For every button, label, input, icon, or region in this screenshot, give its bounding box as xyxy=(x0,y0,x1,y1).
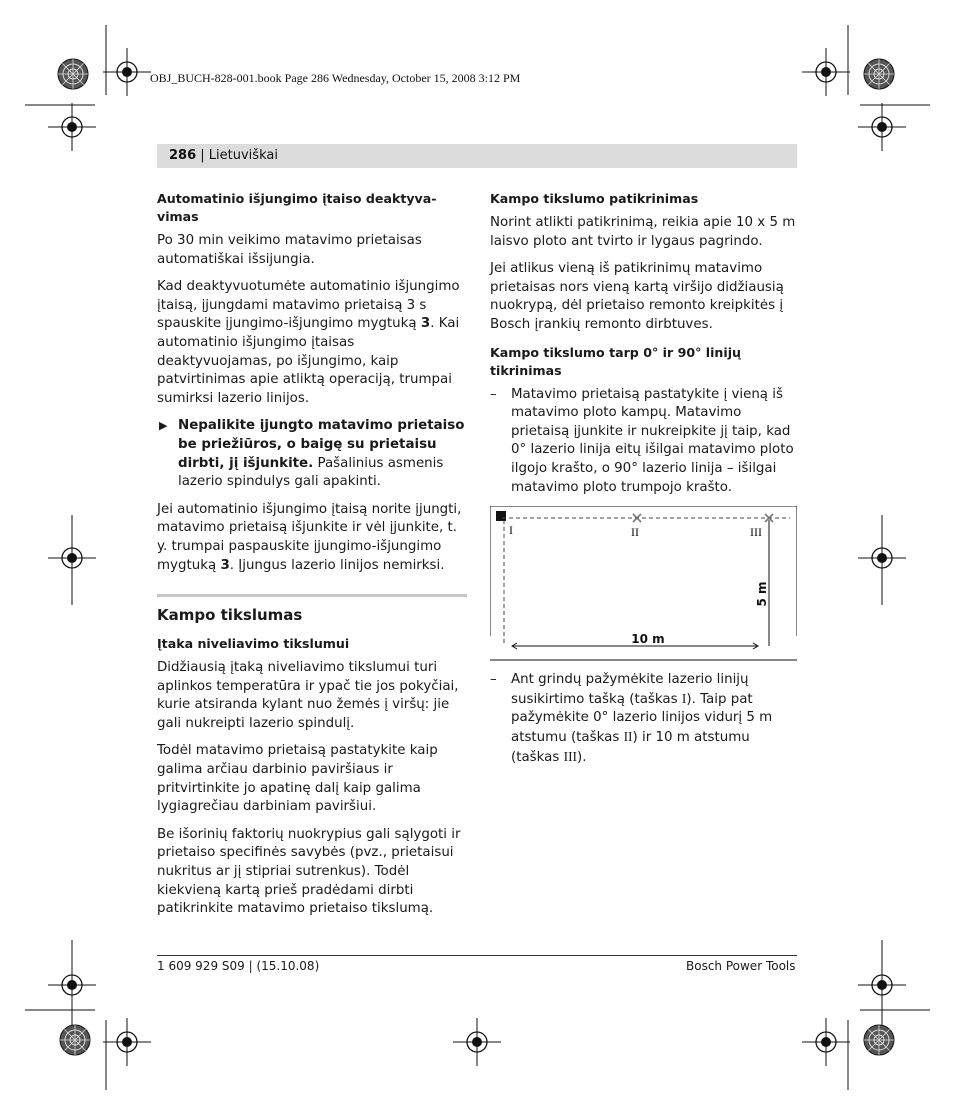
text-run: Jei automatinio išjungimo įtaisą norite įjungti, matavimo prietaisą išjunkite ir vėl įjunkite, t. y. trumpai paspauskite įjungimo-išjungimo mygtuką xyxy=(157,501,462,573)
label-point-II: II xyxy=(631,525,639,540)
heading-accuracy-check: Kampo tikslumo patikrinimas xyxy=(490,191,699,206)
section-divider xyxy=(157,594,467,597)
file-info: OBJ_BUCH-828-001.book Page 286 Wednesday, October 15, 2008 3:12 PM xyxy=(150,71,521,85)
label-5m: 5 m xyxy=(755,581,769,607)
warning-text: Pašalinius asmenis lazerio spindulys gali apakinti. xyxy=(178,455,444,490)
paragraph-deactivate xyxy=(157,278,467,408)
heading-leveling: Įtaka niveliavimo tikslumui xyxy=(157,636,350,652)
text-run: ). xyxy=(577,749,587,765)
paragraph-placement: Todėl matavimo prietaisą pastatykite kaip galima arčiau darbinio paviršiaus ir pritvirtinkite jo apatinę dalį kaip galima lygiagrečiau darbiniam paviršiui. xyxy=(157,743,438,815)
list-item-text: Matavimo prietaisą pastatykite į vieną iš matavimo ploto kampų. Matavimo prietaisą įjunkite ir nukreipkite jį taip, kad 0° lazerio linija eitų išilgai matavimo ploto ilgojo krašto, o 90° lazerio linija – išilgai matavimo ploto trumpojo krašto. xyxy=(511,386,794,495)
button-ref: 3 xyxy=(220,557,230,573)
dash-marker: – xyxy=(490,386,497,402)
footer-rule xyxy=(157,955,797,956)
text-run: . Kai automatinio išjungimo įtaisas deaktyvuojamas, po išjungimo, kaip patvirtinimas apie atliktą operaciją, trumpai sumirksi lazerio linijos. xyxy=(157,316,460,406)
device-icon xyxy=(496,511,506,521)
paragraph-temperature: Didžiausią įtaką niveliavimo tikslumui turi aplinkos temperatūra ir ypač tie jos pokyčiai, kurie atsiranda kylant nuo žemės į viršų: jie gali nukreipti lazerio spindulį. xyxy=(157,660,459,731)
warning-bullet xyxy=(157,417,467,491)
list-item xyxy=(490,386,797,498)
page-header xyxy=(169,148,278,163)
heading-auto-off: Automatinio išjungimo įtaiso deaktyva-vimas xyxy=(157,191,437,224)
list-item xyxy=(490,671,797,767)
footer-brand: Bosch Power Tools xyxy=(686,959,796,973)
button-ref: 3 xyxy=(420,316,431,332)
point-ref: I xyxy=(681,690,687,706)
point-ref: III xyxy=(563,748,578,764)
paragraph-area: Norint atlikti patikrinimą, reikia apie 10 x 5 m laisvo ploto ant tvirto ir lygaus pagrindo. xyxy=(490,215,796,249)
footer-doc-number: 1 609 929 S09 | (15.10.08) xyxy=(157,959,320,973)
section-title: Kampo tikslumas xyxy=(157,606,303,625)
header-language: Lietuviškai xyxy=(208,148,278,163)
paragraph-auto-off: Po 30 min veikimo matavimo prietaisas automatiškai išsijungia. xyxy=(157,233,422,267)
label-10m: 10 m xyxy=(631,632,665,647)
page-number: 286 xyxy=(169,148,197,163)
point-ref: II xyxy=(623,728,633,744)
dash-marker: – xyxy=(490,672,497,688)
paragraph-reactivate xyxy=(157,501,467,575)
label-point-I: I xyxy=(509,523,513,538)
text-run: . Įjungus lazerio linijos nemirksi. xyxy=(229,557,445,573)
text-run: Ant grindų pažymėkite lazerio linijų susikirtimo tašką (taškas xyxy=(511,672,749,707)
paragraph-check: Be išorinių faktorių nuokrypius gali sąlygoti ir prietaiso specifinės savybės (pvz., prietaisui nukritus ar jį stipriai sutrenkus). Todėl kiekvieną kartą prieš pradėdami dirbti patikrinkite matavimo prietaiso tikslumą. xyxy=(157,826,461,917)
heading-0-90-check: Kampo tikslumo tarp 0° ir 90° linijų tikrinimas xyxy=(490,344,741,378)
text-run: ). Taip pat pažymėkite 0° lazerio linijos vidurį 5 m atstumu (taškas xyxy=(511,691,773,745)
left-column xyxy=(157,190,467,928)
marker-II-icon xyxy=(633,514,641,522)
label-point-III: III xyxy=(750,525,762,540)
triangle-bullet-icon: ▶ xyxy=(159,419,168,433)
diagram-svg xyxy=(490,506,797,661)
paragraph-service: Jei atlikus vieną iš patikrinimų matavimo prietaisas nors vieną kartą viršijo didžiausią nuokrypą, dėl prietaiso remonto kreipkitės į Bosch įrankių remonto dirbtuves. xyxy=(490,261,784,332)
text-run: Kad deaktyvuotumėte automatinio išjungimo įtaisą, įjungdami matavimo prietaisą 3 s spauskite įjungimo-išjungimo mygtuką xyxy=(157,279,460,332)
right-column xyxy=(490,190,797,776)
header-separator: | xyxy=(196,148,209,163)
text-run: ) ir 10 m atstumu (taškas xyxy=(511,729,750,765)
warning-bold: Nepalikite įjungto matavimo prietaiso be priežiūros, o baigę su prietaisu dirbti, jį išjunkite. xyxy=(178,418,465,471)
measurement-diagram xyxy=(490,506,797,661)
